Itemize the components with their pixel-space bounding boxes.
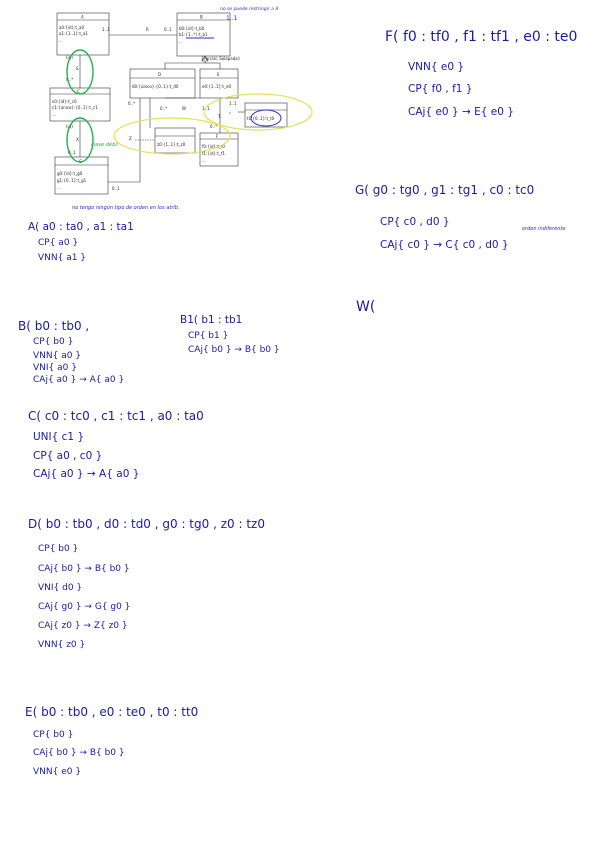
class-F-name: F: [216, 134, 219, 139]
note-A-line-1: VNN{ a1 }: [38, 253, 87, 263]
note-F-line-0: VNN{ e0 }: [408, 61, 465, 73]
note-E-line-2: VNN{ e0 }: [33, 767, 82, 777]
note-W-head: W(: [356, 299, 376, 315]
generalization-label: {Parcial, Solapada}: [201, 56, 241, 61]
note-G-line-0: CP{ c0 , d0 }: [380, 216, 450, 228]
note-B-line-2: VNI{ a0 }: [33, 363, 77, 373]
note-C-line-0: UNI{ c1 }: [33, 431, 85, 443]
note-F-head: F( f0 : tf0 , f1 : tf1 , e0 : te0: [385, 29, 578, 45]
class-A-attr-0: a0:{id}:t_a0: [59, 25, 84, 30]
class-E-name: E: [217, 72, 220, 77]
label-id-1: (id): [66, 55, 73, 60]
uml-diagram: [50, 6, 312, 194]
label-id-2: (id): [66, 124, 73, 129]
note-G-head: G( g0 : tg0 , g1 : tg1 , c0 : tc0: [355, 183, 535, 197]
note-D-line-5: VNN{ z0 }: [38, 640, 86, 650]
note-B1-head: B1( b1 : tb1: [180, 314, 243, 326]
note-D-line-3: CAj{ g0 } → G{ g0 }: [38, 602, 131, 612]
class-F: [200, 133, 238, 166]
assoc-R: R: [146, 27, 149, 32]
assoc-S: S: [76, 66, 79, 71]
class-C: [50, 88, 110, 121]
note-E-line-0: CP{ b0 }: [33, 730, 74, 740]
class-F-attr-0: f0:{id}:t_f0: [202, 144, 225, 149]
mult-0-star-d: 0..*: [128, 101, 136, 106]
assoc-X: X: [76, 137, 79, 142]
class-C-attr-1: c1:{único}:{0..1}:t_c1: [52, 105, 98, 110]
mult-0-star-e: 0..*: [160, 106, 168, 111]
blue-note-b: no se puede restringir a A: [220, 7, 279, 12]
class-E: [200, 69, 238, 98]
note-E-line-1: CAj{ b0 } → B{ b0 }: [33, 748, 125, 758]
class-Z-attr-0: z0:{1..1}:t_z0: [157, 142, 186, 147]
class-A-attr-1: a1:{1..1}:t_a1: [59, 31, 88, 36]
class-T-attr-0: t0:{0..1}:t_t0: [247, 116, 275, 121]
assoc-Z: Z: [129, 136, 132, 141]
note-D-line-0: CP{ b0 }: [38, 544, 79, 554]
note-D-line-2: VNI{ d0 }: [38, 583, 83, 593]
class-B: [177, 13, 230, 56]
note-B-head: B( b0 : tb0 ,: [18, 319, 90, 333]
mult-0-1-g: 0..1: [68, 150, 76, 155]
mult-1-1: 1..1: [102, 27, 110, 32]
note-C-line-1: CP{ a0 , c0 }: [33, 450, 103, 462]
note-B-line-0: CP{ b0 }: [33, 337, 74, 347]
class-G-name: G: [79, 159, 83, 164]
mult-0-1: 0..1: [164, 27, 172, 32]
class-G-attr-2: ...: [57, 185, 61, 190]
class-G-attr-0: g0:{id}:t_g0: [57, 171, 83, 176]
note-A-line-0: CP{ a0 }: [38, 238, 79, 248]
class-C-name: C: [77, 89, 80, 94]
green-note: clave débil: [91, 142, 119, 148]
class-G-attr-1: g1:{0..1}:t_g1: [57, 178, 87, 183]
note-G-line-1: CAj{ c0 } → C{ c0 , d0 }: [380, 239, 509, 251]
note-D-line-1: CAj{ b0 } → B{ b0 }: [38, 564, 130, 574]
class-F-attr-2: ...: [202, 158, 206, 163]
class-B-attr-2: ...: [179, 39, 183, 44]
class-A-name: A: [81, 14, 84, 20]
mult-1-1-e: 1..1: [202, 106, 210, 111]
class-E-attr-0: e0:{1..1}:t_e0: [202, 84, 231, 89]
note-D-line-4: CAj{ z0 } → Z{ z0 }: [38, 621, 128, 631]
mult-0-star-t: 0..*: [210, 124, 218, 129]
class-T-assoc: [245, 103, 287, 127]
class-B-attr-1: b1:{1..*}:t_b1: [179, 32, 208, 37]
note-B-line-1: VNN{ a0 }: [33, 351, 82, 361]
note-B1-line-1: CAj{ b0 } → B{ b0 }: [188, 345, 280, 355]
note-F-line-2: CAj{ e0 } → E{ e0 }: [408, 106, 514, 118]
class-D-name: D: [158, 72, 162, 77]
note-D-head: D( b0 : tb0 , d0 : td0 , g0 : tg0 , z0 : tz0: [28, 517, 265, 531]
note-B-line-3: CAj{ a0 } → A{ a0 }: [33, 375, 125, 385]
note-A-head: A( a0 : ta0 , a1 : ta1: [28, 221, 134, 233]
class-B-name: B: [200, 14, 203, 20]
class-C-attr-0: c0:{id}:t_c0: [52, 99, 77, 104]
note-G-aside: orden indiferente: [522, 226, 566, 232]
class-B-attr-0: b0:{id}:t_b0: [179, 26, 205, 31]
note-C-head: C( c0 : tc0 , c1 : tc1 , a0 : ta0: [28, 409, 204, 423]
class-F-attr-1: f1:{id}:t_f1: [202, 151, 225, 156]
mult-1-1-t: 1..1: [229, 101, 237, 106]
class-D: [130, 69, 195, 98]
class-D-attr-0: d0:{único}:{0..1}:t_d0: [132, 84, 179, 89]
assoc-T: T: [218, 114, 221, 119]
note-E-head: E( b0 : tb0 , e0 : te0 , t0 : tt0: [25, 705, 199, 719]
blue-note-a: no tengo ningún tipo de orden en los atrib.: [72, 205, 180, 211]
class-A-attr-2: ...: [59, 38, 63, 43]
class-Z-assoc: [155, 128, 195, 153]
note-C-line-2: CAj{ a0 } → A{ a0 }: [33, 468, 140, 480]
assoc-W: W: [182, 106, 186, 111]
class-A: [57, 13, 109, 55]
class-C-attr-2: ...: [52, 112, 56, 117]
mult-0-star-s: 0..*: [66, 77, 74, 82]
blue-note-b2: 1..1: [226, 15, 238, 22]
mult-0-1-b: 0..1: [112, 186, 120, 191]
note-B1-line-0: CP{ b1 }: [188, 331, 229, 341]
note-F-line-1: CP{ f0 , f1 }: [408, 83, 473, 95]
